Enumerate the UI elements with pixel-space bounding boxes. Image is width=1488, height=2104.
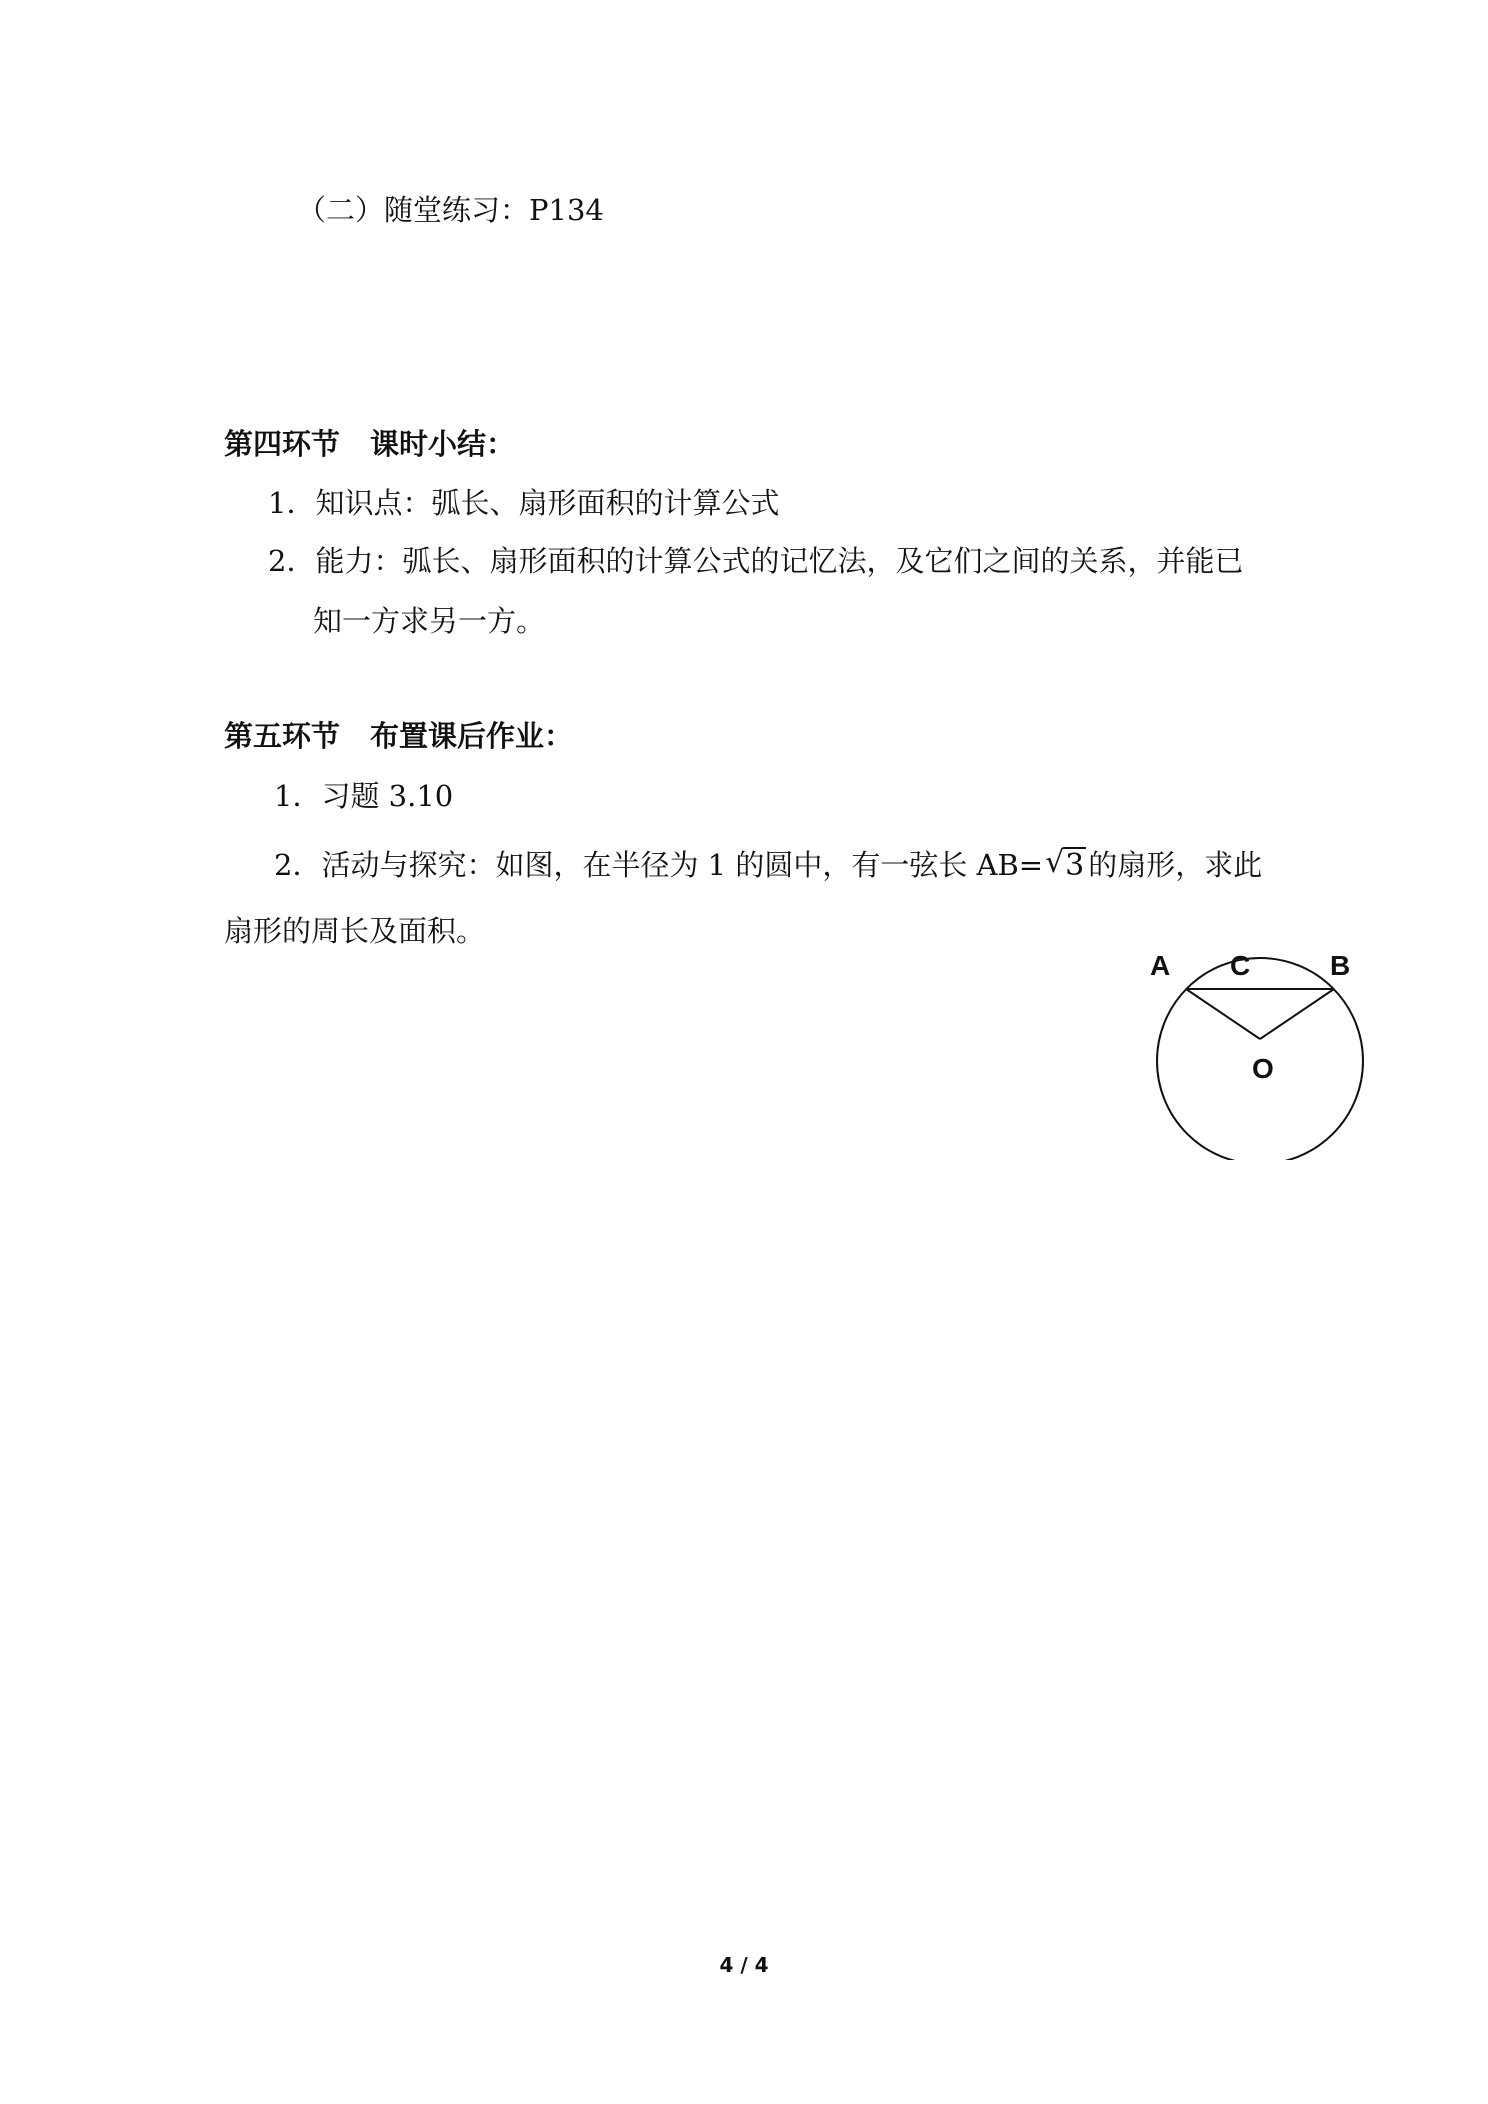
section4-title-b: 课时小结： [370,427,516,461]
radius-oa [1186,989,1260,1039]
section4-title-a: 第四环节 [224,427,341,461]
page-number: 4 / 4 [719,1953,769,1977]
radicand: 3 [1065,848,1085,883]
circle-sector-figure [1150,945,1400,1160]
point-label-b: B [1330,950,1351,981]
section5-item-2-cont: 扇形的周长及面积。 [224,914,486,948]
section4-heading [224,424,515,464]
point-label-a: A [1150,950,1171,981]
radius-ob [1260,989,1334,1039]
section5-title-a: 第五环节 [224,719,341,753]
section5-item-2-tail: 的扇形，求此 [1088,848,1263,882]
radical-sign: √ [1045,845,1065,880]
section5-item-2-text: 2．活动与探究：如图，在半径为 1 的圆中，有一弦长 AB= [274,848,1044,882]
section4-item-2: 2．能力：弧长、扇形面积的计算公式的记忆法，及它们之间的关系，并能已 [268,544,1244,578]
section5-title-b: 布置课后作业： [370,719,574,753]
point-label-o: O [1252,1053,1274,1084]
section4-item-2-cont: 知一方求另一方。 [313,604,546,638]
section5-item-1: 1．习题 3.10 [274,779,454,813]
practice-heading: （二）随堂练习：P134 [297,193,604,227]
section4-item-1: 1．知识点：弧长、扇形面积的计算公式 [268,486,780,520]
section5-item-2 [274,845,1262,885]
sqrt-expression [1045,845,1086,885]
section5-heading [224,716,573,756]
point-label-c: C [1230,950,1251,981]
